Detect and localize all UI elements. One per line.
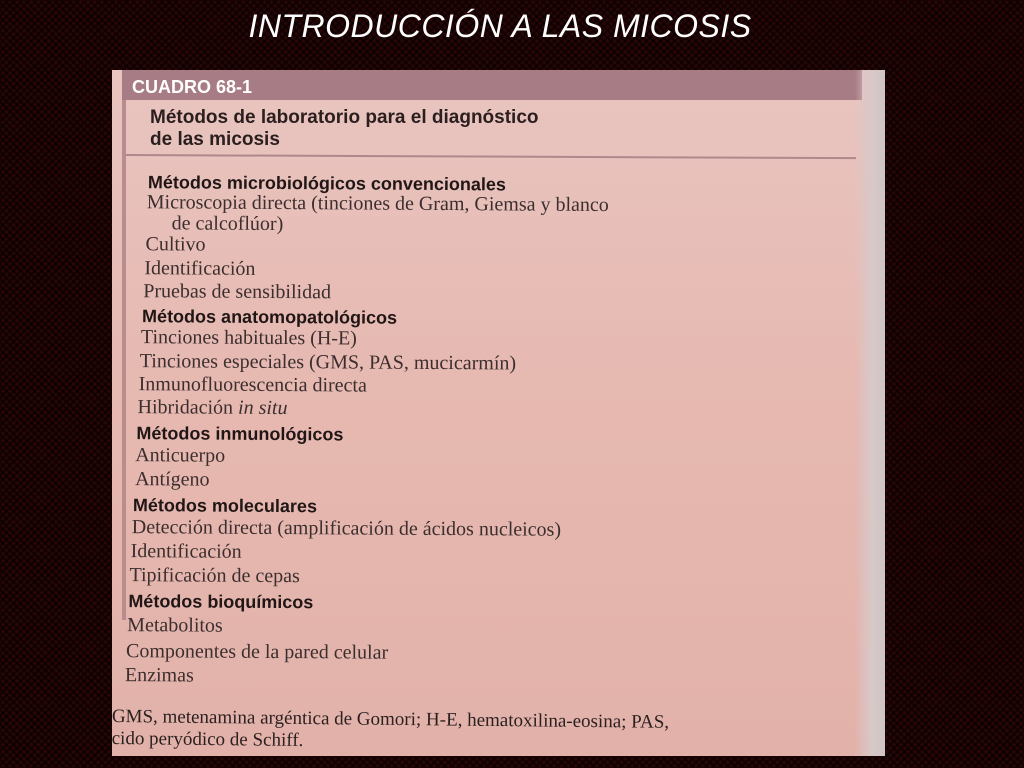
list-item: Identificación [130,540,242,563]
section-heading-inmunologicos: Métodos inmunológicos [136,423,344,445]
table-left-border [122,100,126,620]
list-item [137,396,287,420]
list-item: Anticuerpo [135,444,226,467]
footnote-line-1: GMS, metenamina argéntica de Gomori; H-E, hematoxilina-eosina; PAS, [112,706,670,733]
section-heading-microbiologicos: Métodos microbiológicos convencionales [147,172,507,195]
textbook-photo [112,70,885,756]
table-content [112,168,872,687]
list-item: Tipificación de cepas [129,564,300,588]
table-footnote [112,706,885,752]
table-label: CUADRO 68-1 [122,70,862,100]
list-item: Componentes de la pared celular [125,640,389,664]
section-heading-bioquimicos: Métodos bioquímicos [128,591,314,613]
title-divider [126,154,856,159]
list-item: Enzimas [124,664,194,687]
list-item: Detección directa (amplificación de ácidos nucleicos) [131,516,562,541]
list-item: Cultivo [145,233,206,256]
list-item: Microscopia directa (tinciones de Gram, Giemsa y blanco [146,191,609,217]
list-item: Inmunofluorescencia directa [138,373,367,397]
section-heading-moleculares: Métodos moleculares [132,495,318,517]
list-item: de calcoflúor) [171,212,284,236]
list-item: Identificación [144,257,256,280]
list-item-italic-text: in situ [238,396,288,420]
list-item: Pruebas de sensibilidad [143,280,332,304]
photo-right-edge [855,70,885,756]
list-item-text: Hibridación [137,396,239,419]
section-heading-anatomopatologicos: Métodos anatomopatológicos [142,306,398,328]
table-title: Métodos de laboratorio para el diagnóstico de las micosis [150,107,539,150]
list-item: Tinciones habituales (H-E) [140,326,357,350]
list-item: Tinciones especiales (GMS, PAS, mucicarmín) [139,350,517,375]
slide-title: INTRODUCCIÓN A LAS MICOSIS [248,8,752,44]
list-item: Antígeno [135,468,210,491]
footnote-line-2: cido peryódico de Schiff. [112,727,304,752]
list-item: Metabolitos [127,614,223,637]
